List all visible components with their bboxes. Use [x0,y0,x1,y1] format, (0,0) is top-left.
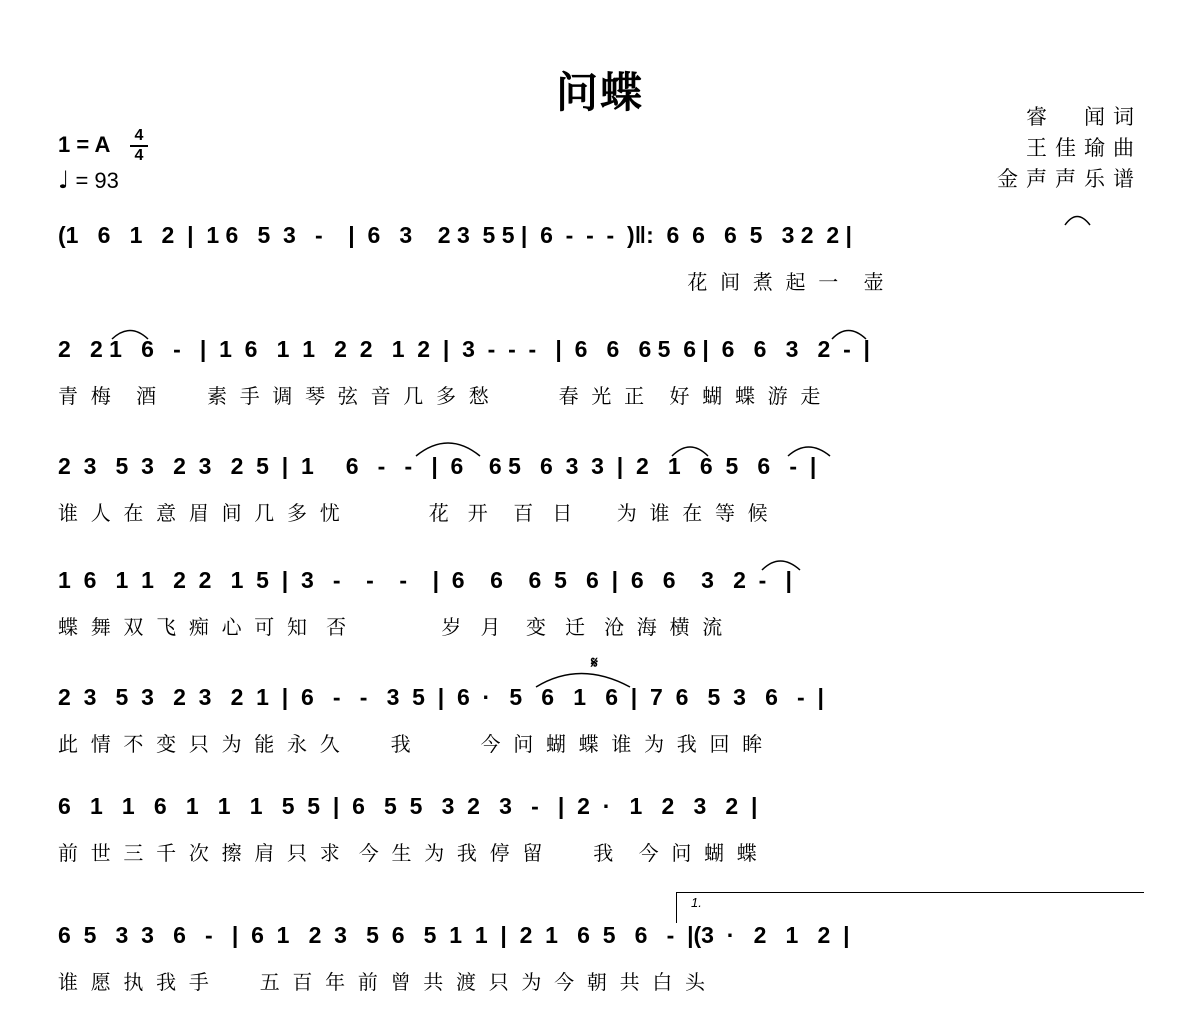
lyrics-line: 蝶 舞 双 飞 痴 心 可 知 否 岁 月 变 迁 沧 海 横 流 [58,615,723,639]
lyrics-line: 前 世 三 千 次 擦 肩 只 求 今 生 为 我 停 留 我 今 问 蝴 蝶 [58,841,757,865]
notes-line: (1 6 1 2 | 1 6 5 3 - | 6 3 2 3 5 5 | 6 - - - )‖: 6 6 6 5 3 2 2 | [58,222,852,248]
key-signature [58,127,144,164]
segno-icon: 𝄋 [591,655,598,672]
staff-system-3 [58,453,1144,553]
tempo-value: = 93 [75,168,119,193]
notes-line: 6 5 3 3 6 - | 6 1 2 3 5 6 5 1 1 | 2 1 6 5 6 - |(3 · 2 1 2 | [58,922,850,948]
notes-line: 6 1 1 6 1 1 1 5 5 | 6 5 5 3 2 3 - | 2 · 1 2 3 2 | [58,793,758,819]
key-label: 1 = A [58,132,111,157]
notes-line: 2 3 5 3 2 3 2 1 | 6 - - 3 5 | 6 · 5 6 1 6 | 7 6 5 3 6 - | [58,684,824,710]
time-signature [130,128,148,164]
time-sig-top: 4 [134,127,144,144]
notes-line: 1 6 1 1 2 2 1 5 | 3 - - - | 6 6 6 5 6 | 6 6 3 2 - | [58,567,792,593]
time-sig-bottom: 4 [134,147,144,164]
tempo-marking [58,166,119,194]
notation-credit: 金声声乐谱 [997,167,1142,191]
first-ending-bracket [676,892,1144,923]
lyrics-line: 谁 人 在 意 眉 间 几 多 忧 花 开 百 日 为 谁 在 等 候 [58,501,768,525]
quarter-note-icon: ♩ [58,166,70,194]
composer-credit: 王佳瑜曲 [1026,136,1142,160]
staff-system-5 [58,684,1144,784]
lyricist-credit: 睿 闻词 [1026,105,1142,129]
staff-system-2 [58,336,1144,436]
lyrics-line: 谁 愿 执 我 手 五 百 年 前 曾 共 渡 只 为 今 朝 共 白 头 [58,970,706,994]
notes-line: 2 3 5 3 2 3 2 5 | 1 6 - - | 6 6 5 6 3 3 | 2 1 6 5 6 - | [58,453,817,479]
staff-system-4 [58,567,1144,667]
lyrics-line: 花 间 煮 起 一 壶 [58,270,884,294]
staff-system-1 [58,222,1144,322]
notes-line: 2 2 1 6 - | 1 6 1 1 2 2 1 2 | 3 - - - | 6 6 6 5 6 | 6 6 3 2 - | [58,336,870,362]
staff-system-6 [58,793,1144,893]
credits-block [997,102,1142,195]
volta-label: 1. [691,895,702,910]
lyrics-line: 此 情 不 变 只 为 能 永 久 我 今 问 蝴 蝶 谁 为 我 回 眸 [58,732,763,756]
staff-system-7 [58,922,1144,1022]
song-title: 问蝶 [555,68,644,117]
lyrics-line: 青 梅 酒 素 手 调 琴 弦 音 几 多 愁 春 光 正 好 蝴 蝶 游 走 [58,384,821,408]
